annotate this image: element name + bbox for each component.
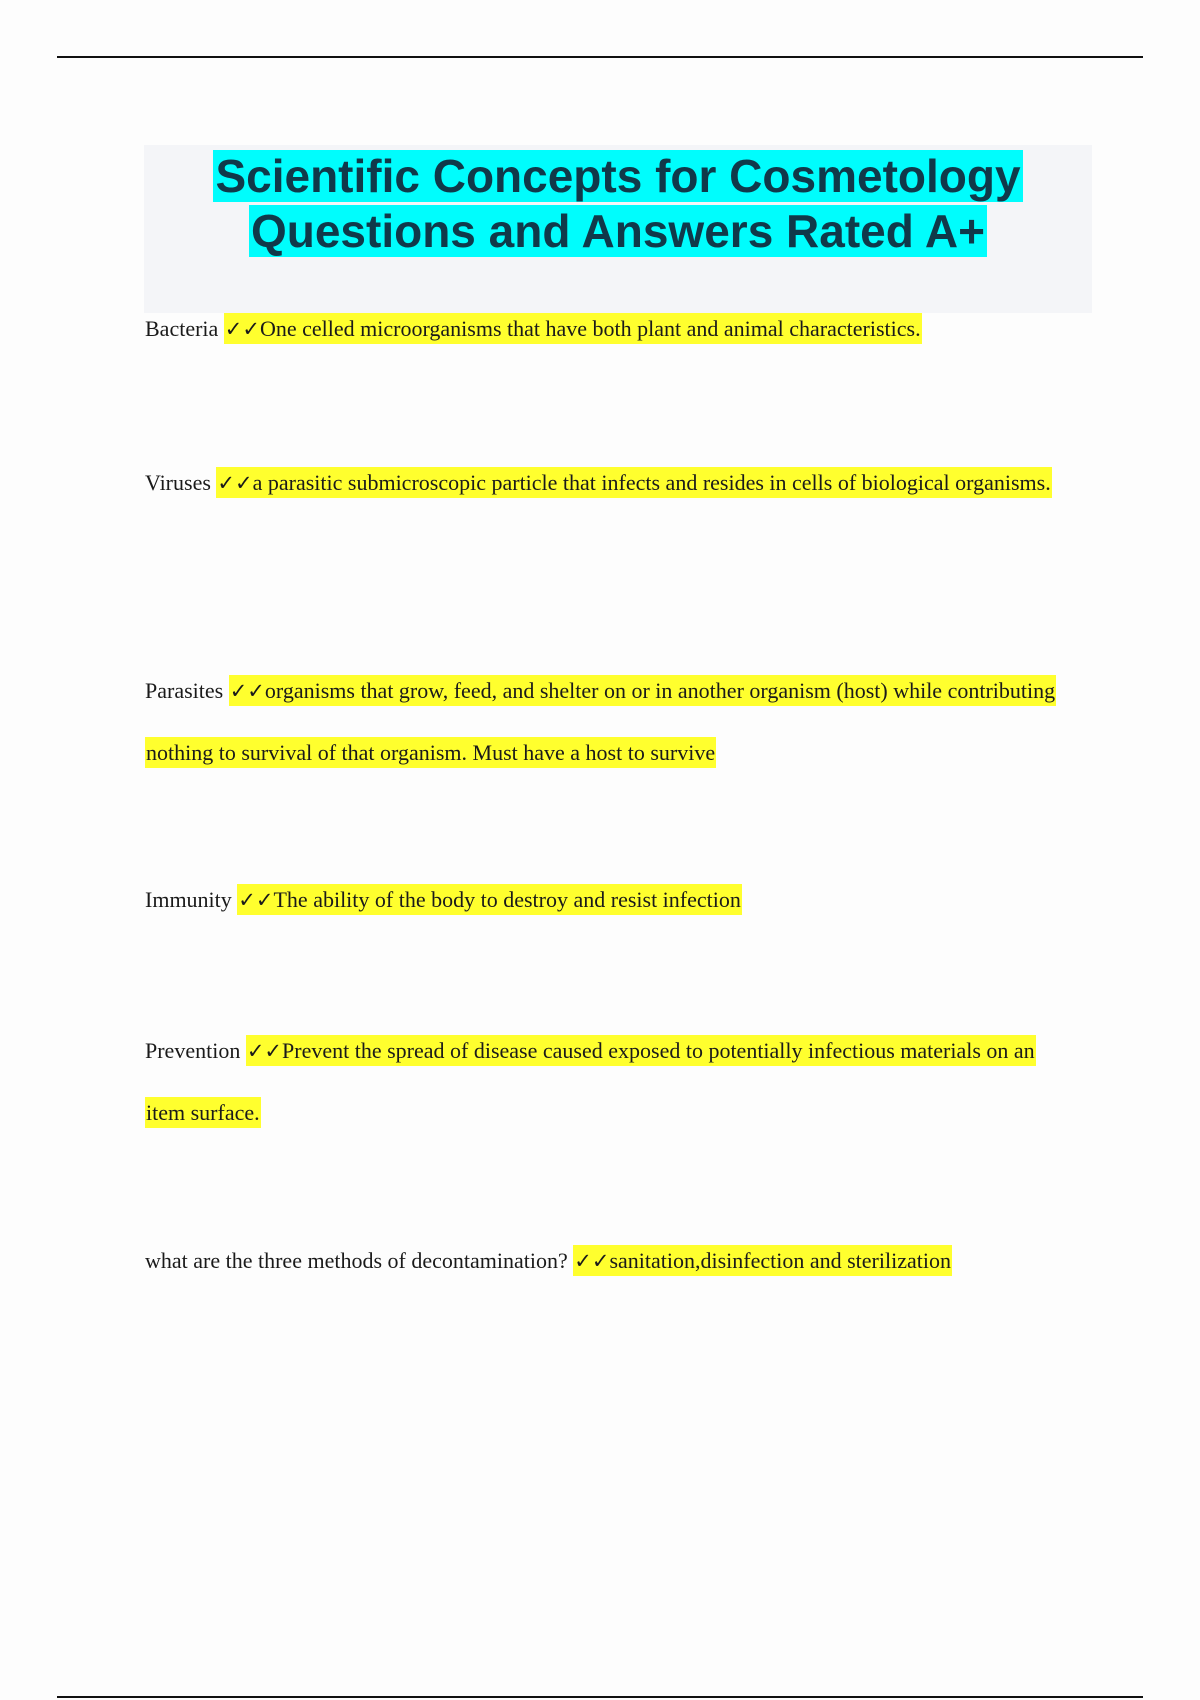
check-mark-icon: ✓✓ bbox=[229, 679, 265, 703]
answer-text: Prevent the spread of disease caused exposed to potentially infectious materials on an item surface. bbox=[146, 1038, 1035, 1125]
term-label: Bacteria bbox=[145, 316, 219, 341]
term-label: Parasites bbox=[145, 678, 224, 703]
term-label: Prevention bbox=[145, 1038, 241, 1063]
answer-text: organisms that grow, feed, and shelter on or in another organism (host) while contributing nothing to survival of that organism. Must have a host to survive bbox=[146, 678, 1056, 765]
answer-highlight bbox=[145, 1035, 1036, 1128]
answer-highlight bbox=[573, 1245, 952, 1276]
check-mark-icon: ✓✓ bbox=[224, 317, 260, 341]
answer-highlight bbox=[145, 675, 1056, 768]
term-label: what are the three methods of decontamination? bbox=[145, 1248, 568, 1273]
qa-item-parasites bbox=[145, 660, 1075, 783]
document-title-line-2: Questions and Answers Rated A+ bbox=[250, 205, 986, 257]
check-mark-icon: ✓✓ bbox=[238, 888, 274, 912]
check-mark-icon: ✓✓ bbox=[574, 1249, 610, 1273]
qa-item-immunity bbox=[145, 869, 1075, 931]
qa-item-bacteria bbox=[145, 298, 1075, 360]
answer-highlight bbox=[224, 313, 922, 344]
answer-text: sanitation,disinfection and sterilization bbox=[609, 1248, 951, 1273]
footer-rule bbox=[57, 1696, 1143, 1698]
qa-item-viruses bbox=[145, 452, 1075, 514]
qa-item-decontamination bbox=[145, 1230, 1075, 1292]
check-mark-icon: ✓✓ bbox=[217, 471, 253, 495]
answer-highlight bbox=[237, 884, 742, 915]
answer-text: The ability of the body to destroy and resist infection bbox=[273, 887, 741, 912]
document-title-line-1: Scientific Concepts for Cosmetology bbox=[215, 150, 1021, 202]
qa-item-prevention bbox=[145, 1020, 1075, 1143]
answer-text: a parasitic submicroscopic particle that infects and resides in cells of biological organisms. bbox=[252, 470, 1051, 495]
term-label: Viruses bbox=[145, 470, 211, 495]
check-mark-icon: ✓✓ bbox=[246, 1039, 283, 1063]
header-rule bbox=[57, 56, 1143, 58]
answer-highlight bbox=[216, 467, 1051, 498]
term-label: Immunity bbox=[145, 887, 232, 912]
title-block bbox=[144, 145, 1092, 313]
answer-text: One celled microorganisms that have both plant and animal characteristics. bbox=[260, 316, 921, 341]
